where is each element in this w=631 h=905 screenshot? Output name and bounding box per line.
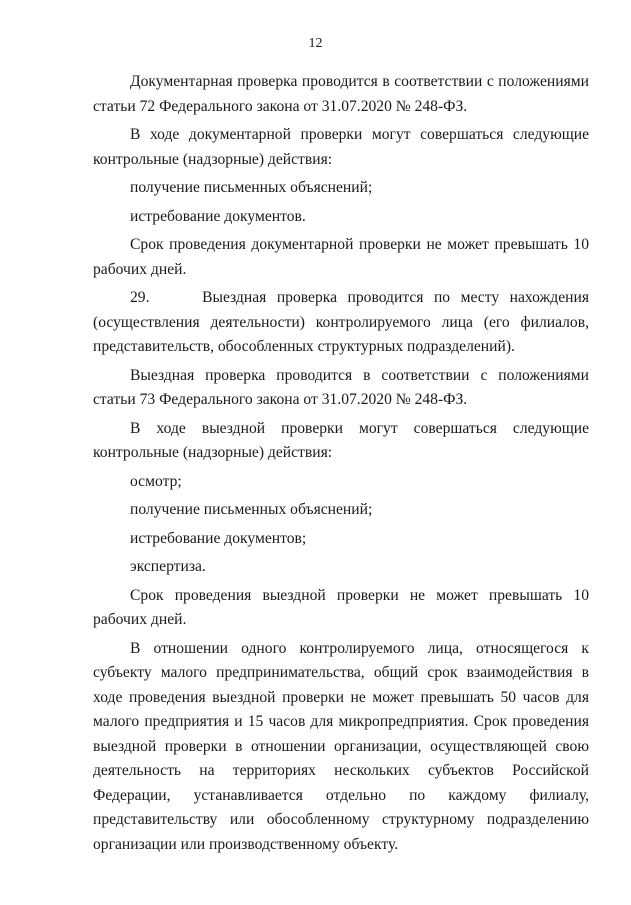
clause-number: 29. <box>130 289 150 306</box>
list-item-expertise: экспертиза. <box>130 558 206 575</box>
list-item-document-request: истребование документов. <box>130 207 306 225</box>
paragraph-documentary-term: Срок проведения документарной проверки не может превышать 10 рабочих дней. <box>93 236 589 278</box>
paragraph-documentary-inspection-basis: Документарная проверка проводится в соответствии с положениями статьи 72 Федерального закона от 31.07.2020 № 248-ФЗ. <box>93 73 589 115</box>
list-item-inspection: осмотр; <box>130 472 182 490</box>
paragraph-field-actions-intro: В ходе выездной проверки могут совершаться следующие контрольные (надзорные) действия: <box>93 419 589 461</box>
page-number: 12 <box>308 36 323 51</box>
paragraph-field-inspection-basis: Выездная проверка проводится в соответствии с положениями статьи 73 Федерального закона от 31.07.2020 № 248-ФЗ. <box>93 366 589 408</box>
clause-text: Выездная проверка проводится по месту нахождения (осуществления деятельности) контролируемого лица (его филиалов, представительств, обособленных структурных подразделений). <box>93 289 589 355</box>
paragraph-documentary-actions-intro: В ходе документарной проверки могут совершаться следующие контрольные (надзорные) действия: <box>93 126 589 168</box>
paragraph-small-business-term: В отношении одного контролируемого лица, относящегося к субъекту малого предпринимательства, общий срок взаимодействия в ходе проведения выездной проверки не может превышать 50 часов для малого предприятия и 15 часов для микропредприятия. Срок проведения выездной проверки в отношении организации, осуществляющей свою деятельность на территориях нескольких субъектов Российской Федерации, устанавливается отдельно по каждому филиалу, представительству или обособленному структурному подразделению организации или производственному объекту. <box>93 639 589 853</box>
paragraph-field-term: Срок проведения выездной проверки не может превышать 10 рабочих дней. <box>93 586 589 628</box>
document-body <box>93 70 589 861</box>
list-item-document-request: истребование документов; <box>130 529 307 547</box>
list-item-written-explanations: получение письменных объяснений; <box>130 501 373 518</box>
list-item-written-explanations: получение письменных объяснений; <box>130 179 373 196</box>
paragraph-field-inspection-location <box>93 286 589 360</box>
